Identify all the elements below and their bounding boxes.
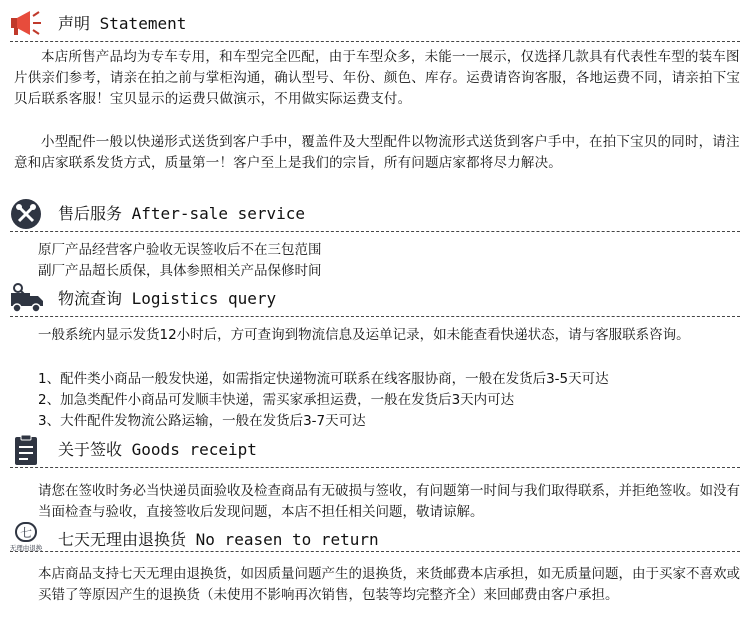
seven-day-return-icon: [6, 522, 46, 554]
statement-header: [0, 8, 750, 42]
logistics-header: [0, 283, 750, 317]
receipt-title: 关于签收 Goods receipt: [58, 440, 257, 459]
statement-paragraph-2: 小型配件一般以快递形式送货到客户手中，覆盖件及大型配件以物流形式送货到客户手中，在拍下宝贝的同时，请注意和店家联系发货方式，质量第一！客户至上是我们的宗旨，所有问题店家都将尽力解决。: [14, 134, 740, 171]
svg-text:无理由退换: 无理由退换: [9, 544, 43, 552]
statement-title: 声明 Statement: [58, 14, 187, 33]
receipt-text: 请您在签收时务必当快递员面验收及检查商品有无破损与签收，有问题第一时间与我们取得联系，并拒绝签收。如没有当面检查与验收，直接签收后发现问题，本店不担任相关问题，敬请谅解。: [38, 483, 740, 520]
after-sale-header: [0, 198, 750, 232]
megaphone-icon: [10, 8, 44, 40]
logistics-item-1: 1、配件类小商品一般发快递，如需指定快递物流可联系在线客服协商，一般在发货后3-5天可达: [38, 371, 609, 387]
logistics-intro: 一般系统内显示发货12小时后，方可查询到物流信息及运单记录，如未能查看快递状态，请与客服联系咨询。: [38, 327, 690, 343]
section-divider: [10, 316, 740, 317]
section-divider: [10, 467, 740, 468]
delivery-truck-icon: [10, 283, 44, 315]
return-title: 七天无理由退换货 No reasen to return: [58, 530, 379, 549]
return-header: [0, 522, 750, 552]
statement-paragraph-1: 本店所售产品均为专车专用，和车型完全匹配，由于车型众多，未能一一展示，仅选择几款具有代表性车型的装车图片供亲们参考，请亲在拍之前与掌柜沟通，确认型号、年份、颜色、库存。运费请咨询客服，各地运费不同，请亲拍下宝贝后联系客服！宝贝显示的运费只做演示，不用做实际运费支付。: [14, 49, 741, 107]
after-sale-line-2: 副厂产品超长质保，具体参照相关产品保修时间: [38, 263, 322, 279]
section-divider: [10, 41, 740, 42]
logistics-item-2: 2、加急类配件小商品可发顺丰快递，需买家承担运费，一般在发货后3天内可达: [38, 392, 515, 408]
after-sale-line-1: 原厂产品经营客户验收无误签收后不在三包范围: [38, 242, 322, 258]
return-text: 本店商品支持七天无理由退换货，如因质量问题产生的退换货，来货邮费本店承担，如无质量问题，由于买家不喜欢或买错了等原因产生的退换货（未使用不影响再次销售，包装等均完整齐全）来回邮费由客户承担。: [38, 566, 740, 603]
logistics-item-3: 3、大件配件发物流公路运输，一般在发货后3-7天可达: [38, 413, 366, 429]
logistics-title: 物流查询 Logistics query: [58, 289, 277, 308]
after-sale-title: 售后服务 After-sale service: [58, 204, 306, 223]
svg-text:七: 七: [19, 526, 33, 540]
tools-icon: [10, 198, 44, 230]
receipt-header: [0, 434, 750, 468]
section-divider: [10, 231, 740, 232]
clipboard-icon: [10, 434, 44, 466]
section-divider: [10, 551, 740, 552]
